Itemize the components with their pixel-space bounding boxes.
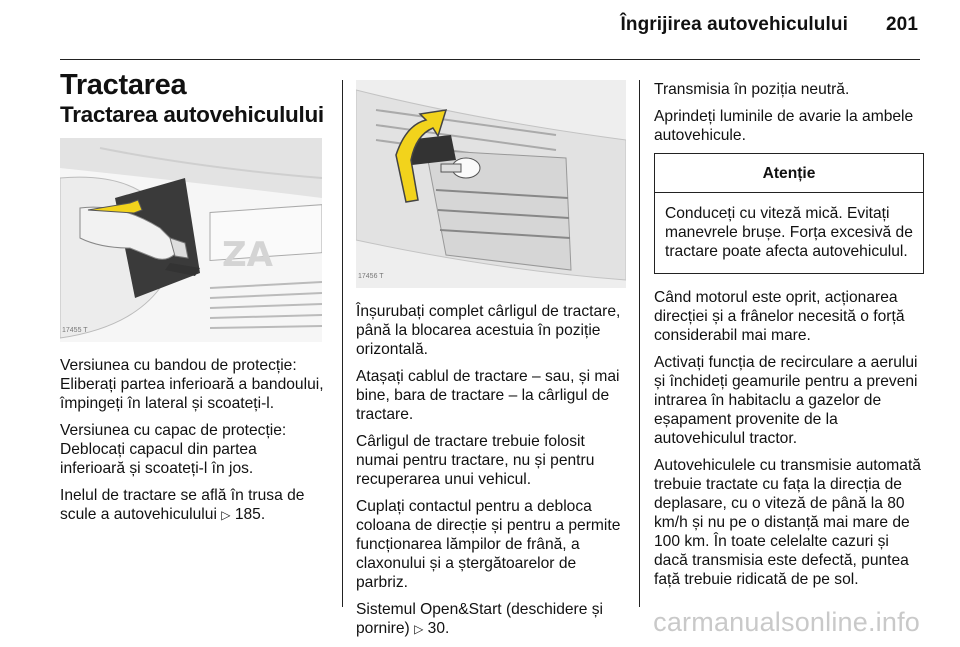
paragraph: Cârligul de tractare trebuie folosit numai pentru tractare, nu și pentru recuperarea unui vehicul.: [356, 433, 595, 488]
figure-code: 17455 T: [62, 327, 88, 334]
paragraph: Versiunea cu capac de protecție: Deblocați capacul din partea inferioară și scoateți-l în jos.: [60, 422, 287, 477]
reference-text: Sistemul Open&Start (deschidere și pornire): [356, 601, 604, 637]
page-reference-arrow-icon: ▷: [414, 622, 424, 636]
figure-bumper-illustration: [60, 138, 322, 342]
section-heading: Tractarea: [60, 69, 187, 101]
paragraph: Când motorul este oprit, acționarea direcției și a frânelor necesită o forță considerabil mai mare.: [654, 289, 905, 344]
figure-tow-hook-illustration: [356, 80, 626, 288]
paragraph: Transmisia în poziția neutră.: [654, 81, 850, 98]
watermark: carmanualsonline.info: [653, 607, 920, 637]
reference-page[interactable]: 30.: [423, 620, 450, 637]
page-header: [621, 14, 919, 36]
paragraph: Înșurubați complet cârligul de tractare, până la blocarea acestuia în poziție orizontală.: [356, 303, 621, 358]
column-divider-2: [639, 80, 640, 607]
page-number: 201: [885, 14, 918, 35]
column-3: [654, 68, 924, 597]
column-2: [356, 68, 626, 647]
warning-box: [654, 153, 924, 274]
paragraph: Activați funcția de recirculare a aerului și închideți geamurile pentru a preveni intrarea în habitaclu a gazelor de eșapament provenite de la autovehiculul tractor.: [654, 354, 918, 447]
section-subheading: Tractarea autovehiculului: [60, 102, 324, 127]
paragraph-with-reference: [356, 600, 626, 639]
header-rule: [60, 59, 920, 60]
header-title: Îngrijirea autovehiculului: [620, 14, 848, 35]
warning-body: Conduceți cu viteză mică. Evitați manevrele brușe. Forța excesivă de tractare poate afecta autovehiculul.: [665, 205, 913, 260]
reference-text: Inelul de tractare se află în trusa de scule a autovehiculului: [60, 487, 305, 523]
figure-bumper-cover: [60, 138, 322, 342]
column-divider-1: [342, 80, 343, 607]
paragraph: Aprindeți luminile de avarie la ambele autovehicule.: [654, 108, 914, 144]
page-reference-arrow-icon: ▷: [221, 508, 231, 522]
figure-code: 17456 T: [358, 273, 384, 280]
paragraph: Cuplați contactul pentru a debloca coloana de direcție și pentru a permite funcționarea lămpilor de frână, a claxonului și a ștergătoarelor de parbriz.: [356, 498, 621, 591]
column-1: [60, 68, 325, 533]
paragraph: Versiunea cu bandou de protecție: Eliberați partea inferioară a bandoului, împingeți în lateral și scoateți-l.: [60, 357, 324, 412]
figure-tow-hook: [356, 80, 626, 288]
reference-page[interactable]: 185.: [230, 506, 266, 523]
paragraph: Autovehiculele cu transmisie automată trebuie tractate cu fața la direcția de deplasare, cu o viteză de până la 80 km/h și nu pe o distanță mai mare de 100 km. În toate celelalte cazuri și dacă transmisia este defectă, puntea față trebuie ridicată de pe sol.: [654, 457, 921, 588]
plate-text: ZA: [222, 235, 273, 275]
warning-title: Atenție: [655, 154, 923, 193]
paragraph-with-reference: [60, 486, 325, 525]
paragraph: Atașați cablul de tractare – sau, și mai bine, bara de tractare – la cârligul de tractare.: [356, 368, 620, 423]
